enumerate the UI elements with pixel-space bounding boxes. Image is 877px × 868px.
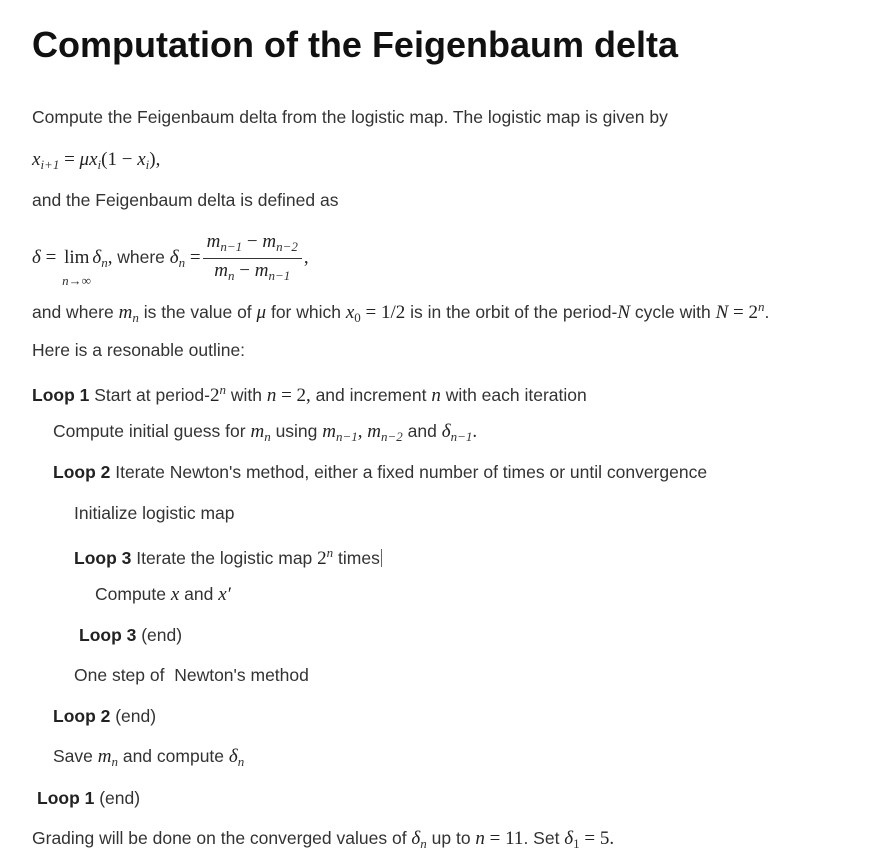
loop-keyword: Loop 2: [53, 462, 111, 482]
loop-keyword: Loop 3: [74, 548, 132, 568]
loop-keyword: Loop 1: [37, 788, 95, 808]
grading-paragraph: [32, 826, 614, 856]
outline-loop1-end: [37, 786, 140, 810]
eq-paren: (1 −: [101, 149, 138, 170]
text: with each iteration: [440, 385, 587, 405]
text: is in the orbit of the period-: [405, 302, 618, 322]
text: Initialize logistic map: [74, 503, 235, 523]
outline-loop3: [74, 541, 382, 571]
text: Start at period-: [89, 385, 210, 405]
eq-x: x: [137, 149, 146, 170]
eq-paren: ),: [149, 149, 161, 170]
math-n: n: [431, 385, 441, 406]
num-m: m: [262, 231, 277, 252]
eq-delta: δ: [32, 247, 41, 269]
math-delta: δ: [441, 421, 451, 442]
math-comma: ,: [357, 421, 368, 442]
outline-intro-text: Here is a resonable outline:: [32, 340, 246, 360]
text: is the value of: [138, 302, 257, 322]
text-cursor: [381, 549, 382, 567]
loop-keyword: Loop 2: [53, 706, 111, 726]
math-x: x: [170, 584, 180, 605]
math-delta: δ: [564, 828, 574, 849]
math-sub: n−1: [336, 429, 358, 444]
den-m: m: [254, 260, 269, 281]
eq-sub: i: [97, 157, 102, 172]
text: (end): [94, 788, 141, 808]
math-m: m: [97, 746, 112, 767]
eq-equals: =: [40, 247, 62, 269]
math-sub: 0: [354, 310, 361, 325]
math-N: N: [715, 302, 729, 323]
fraction-denominator: [203, 259, 302, 287]
den-minus: −: [234, 260, 255, 281]
limit-operator: [62, 234, 91, 289]
page-title: Computation of the Feigenbaum delta: [32, 24, 678, 65]
text: using: [270, 421, 323, 441]
math-mu: μ: [256, 302, 267, 323]
delta-equation: [32, 230, 309, 287]
math-value: = 2,: [276, 385, 316, 406]
math-sub: n: [264, 429, 271, 444]
delta-defined-paragraph: [32, 188, 338, 212]
math-sup: n: [219, 382, 226, 397]
math-value: = 11: [484, 828, 524, 849]
text: and compute: [117, 746, 229, 766]
intro-text: Compute the Feigenbaum delta from the logistic map. The logistic map is given by: [32, 107, 668, 127]
math-value: = 5.: [579, 828, 615, 849]
outline-loop1: [32, 378, 587, 408]
text: .: [764, 302, 770, 322]
eq-sub: n: [178, 255, 186, 271]
text: (end): [136, 625, 183, 645]
math-n: n: [266, 385, 277, 406]
den-sub: n: [227, 268, 235, 283]
delta-defined-text: and the Feigenbaum delta is defined as: [32, 190, 339, 210]
eq-equals: =: [59, 149, 80, 170]
lim-text: lim: [64, 247, 90, 269]
outline-newton-step: [74, 663, 309, 687]
math-value: 2: [209, 385, 220, 406]
eq-delta: δ: [92, 247, 102, 269]
text: and increment: [315, 385, 432, 405]
fraction-numerator: [203, 230, 302, 259]
outline-compute-x: [95, 582, 231, 607]
math-N: N: [617, 302, 631, 323]
text: One step of Newton's method: [74, 665, 309, 685]
text: . Set: [523, 828, 565, 848]
math-sub: n: [420, 836, 427, 851]
num-sub: n−2: [276, 239, 298, 254]
num-sub: n−1: [220, 239, 243, 254]
math-value: = 2: [728, 302, 759, 323]
math-x: x: [345, 302, 355, 323]
math-m: m: [118, 302, 133, 323]
eq-delta: δ: [169, 247, 179, 269]
outline-initial-guess: [53, 419, 477, 449]
delta-fraction: [203, 230, 302, 287]
den-sub: n−1: [268, 268, 291, 283]
eq-sub: i+1: [40, 157, 60, 172]
eq-equals: =: [185, 247, 201, 269]
text: up to: [426, 828, 476, 848]
text: and where: [32, 302, 119, 322]
text: Iterate the logistic map: [131, 548, 318, 568]
math-sub: n: [111, 754, 118, 769]
den-m: m: [214, 260, 228, 281]
text: for which: [266, 302, 346, 322]
text: (end): [110, 706, 157, 726]
logistic-equation: [32, 147, 160, 177]
math-sub: n: [132, 310, 139, 325]
math-sub: 1: [573, 836, 580, 851]
eq-comma: ,: [303, 247, 309, 269]
outline-loop2: [53, 460, 707, 484]
loop-keyword: Loop 3: [79, 625, 137, 645]
math-delta: δ: [411, 828, 421, 849]
math-sup: n: [758, 299, 765, 314]
eq-mu: μ: [79, 149, 90, 170]
text: Compute: [95, 584, 171, 604]
text: Compute initial guess for: [53, 421, 251, 441]
math-sub: n−2: [381, 429, 403, 444]
text: cycle with: [630, 302, 716, 322]
text: and: [402, 421, 442, 441]
text: with: [225, 385, 267, 405]
where-text: where: [117, 247, 165, 268]
eq-sub: n: [101, 255, 108, 271]
math-n: n: [475, 828, 485, 849]
math-delta: δ: [228, 746, 238, 767]
math-sub: n: [237, 754, 245, 769]
text: Iterate Newton's method, either a fixed number of times or until convergence: [110, 462, 708, 482]
math-m: m: [367, 421, 382, 442]
outline-intro: [32, 338, 245, 362]
outline-save: [53, 744, 244, 774]
num-minus: −: [242, 231, 263, 252]
math-m: m: [322, 421, 336, 442]
outline-loop2-end: [53, 704, 156, 728]
math-value: = 1/2: [360, 302, 406, 323]
num-m: m: [206, 231, 221, 252]
text: and: [179, 584, 219, 604]
loop-keyword: Loop 1: [32, 385, 90, 405]
eq-comma: ,: [107, 247, 118, 269]
lim-subscript: n→∞: [62, 273, 91, 289]
math-value: 2: [317, 548, 327, 569]
text: Grading will be done on the converged values of: [32, 828, 412, 848]
and-where-paragraph: [32, 295, 769, 330]
text: Save: [53, 746, 98, 766]
math-m: m: [250, 421, 265, 442]
eq-sub: i: [145, 157, 150, 172]
eq-x: x: [89, 149, 98, 170]
math-sup: n: [326, 545, 334, 560]
eq-x: x: [32, 149, 41, 170]
math-dot: .: [472, 421, 478, 442]
math-sub: n−1: [450, 429, 473, 444]
intro-paragraph: [32, 105, 668, 129]
outline-loop3-end: [79, 623, 182, 647]
math-x-prime: x′: [218, 584, 231, 605]
outline-initialize: [74, 501, 234, 525]
text: times: [333, 548, 380, 568]
